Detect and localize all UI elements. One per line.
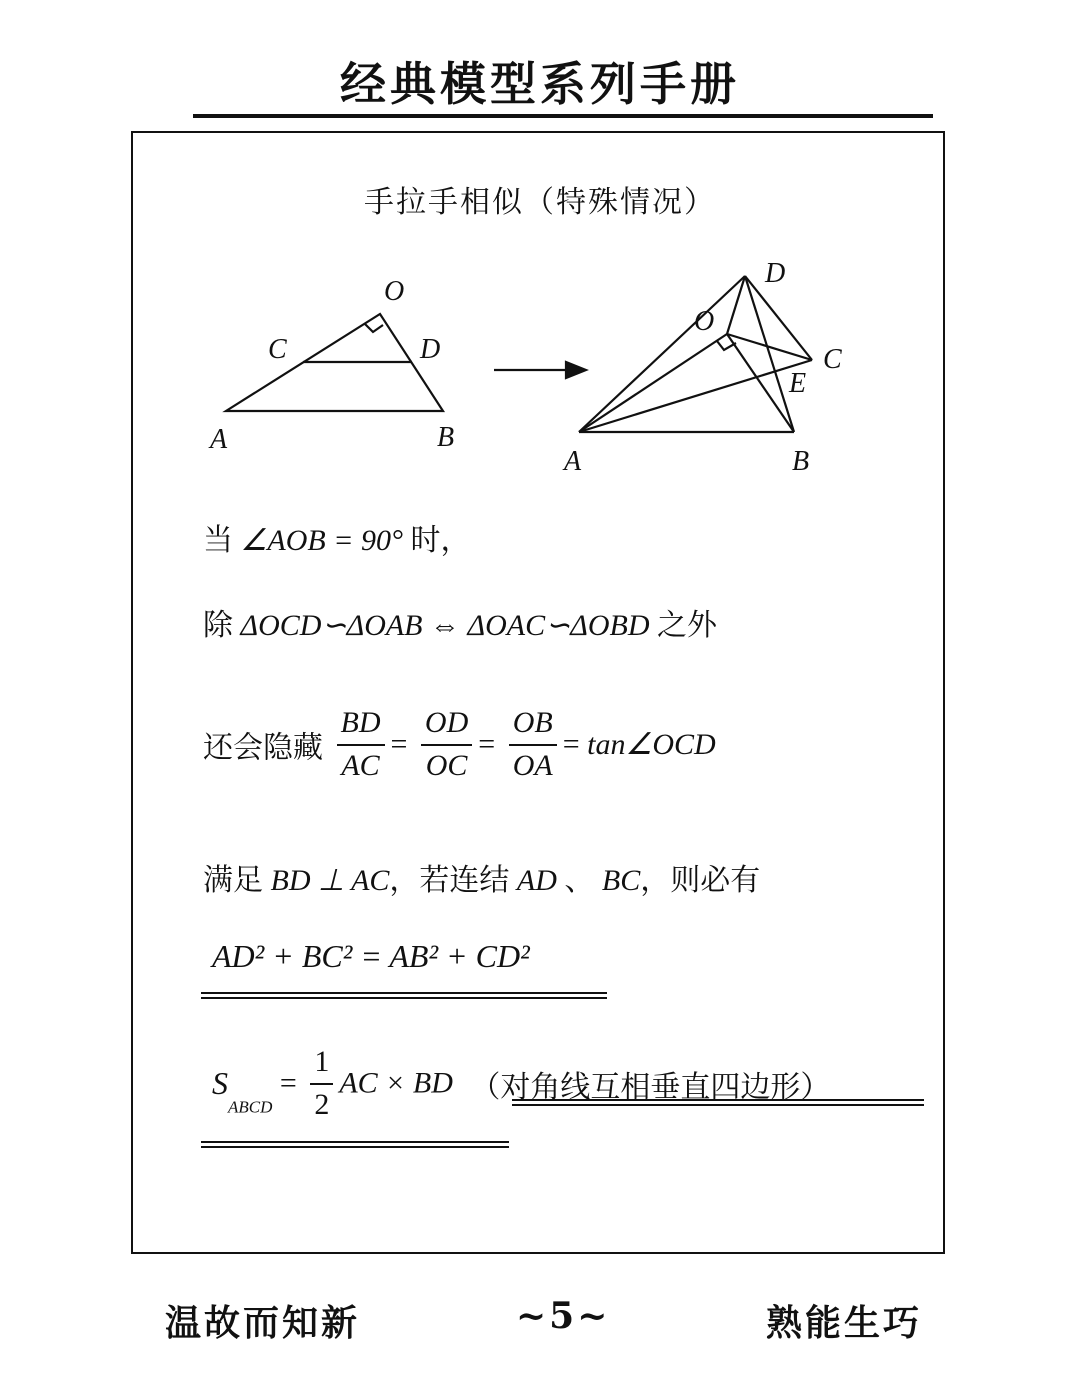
condition-line — [203, 515, 470, 559]
label-a: A — [210, 424, 228, 455]
equals-sign: = — [562, 727, 580, 761]
label-c: C — [268, 334, 287, 365]
area-note: （对角线互相垂直四边形） — [470, 1070, 831, 1104]
half-den: 2 — [314, 1087, 330, 1121]
perp-text-1: 满足 — [203, 864, 263, 897]
frac2-num: OD — [421, 703, 472, 746]
perp-text-4: ，则必有 — [640, 864, 761, 897]
perpendicular-line — [203, 855, 760, 899]
frac3-num: OB — [509, 703, 557, 746]
figure-right — [0, 0, 1080, 520]
segment-db — [745, 276, 794, 432]
similar-math: ΔOCD∽ΔOAB ⇔ ΔOAC∽ΔOBD — [240, 609, 650, 642]
footer-left: 温故而知新 — [165, 1302, 361, 1344]
label-o: O — [384, 276, 405, 307]
area-subscript: ABCD — [228, 1097, 273, 1117]
note-double-underline — [512, 1099, 924, 1106]
area-formula-line — [212, 1042, 830, 1125]
double-underline — [201, 992, 607, 999]
double-underline — [201, 1141, 509, 1148]
pythagoras-equation: AD² + BC² = AB² + CD² — [212, 938, 530, 974]
perp-math-1: BD ⊥ AC — [270, 864, 390, 897]
perp-text-3: 、 — [564, 864, 595, 897]
label-o: O — [694, 306, 715, 337]
frac1-den: AC — [341, 748, 380, 782]
fraction-one-half — [310, 1042, 333, 1125]
tan-expression: tan∠OCD — [587, 728, 716, 761]
hidden-ratio-line — [203, 703, 716, 786]
fraction-ob-oa — [509, 703, 557, 786]
perp-math-2: AD — [516, 864, 557, 897]
label-a: A — [564, 446, 582, 477]
segment-ac — [579, 360, 812, 432]
label-c: C — [823, 344, 842, 375]
area-s: S — [212, 1065, 228, 1101]
equals-sign: = — [279, 1066, 297, 1100]
frac2-den: OC — [425, 748, 468, 782]
similar-prefix: 除 — [203, 609, 233, 642]
segment-ad — [579, 276, 745, 432]
label-b: B — [792, 446, 810, 477]
condition-suffix: 时， — [410, 524, 471, 557]
label-e: E — [789, 368, 807, 399]
equals-sign: = — [478, 727, 496, 761]
label-d: D — [420, 334, 441, 365]
similar-suffix: 之外 — [657, 609, 718, 642]
equals-sign: = — [390, 727, 408, 761]
perp-text-2: ，若连结 — [389, 864, 510, 897]
frac1-num: BD — [337, 703, 385, 746]
label-d: D — [765, 258, 786, 289]
perp-math-3: BC — [601, 864, 641, 897]
section-title: 手拉手相似（特殊情况） — [364, 185, 716, 220]
similarity-line — [203, 600, 717, 644]
hidden-prefix: 还会隐藏 — [203, 731, 323, 765]
condition-prefix: 当 — [203, 524, 233, 557]
condition-math: ∠AOB = 90° — [240, 524, 403, 557]
area-rhs: AC × BD — [339, 1066, 453, 1100]
segment-ao — [579, 334, 727, 432]
frac3-den: OA — [512, 748, 553, 782]
footer-right: 熟能生巧 — [766, 1302, 923, 1344]
page-title: 经典模型系列手册 — [340, 57, 740, 111]
fraction-od-oc — [421, 703, 472, 786]
half-num: 1 — [310, 1042, 333, 1085]
fraction-bd-ac — [337, 703, 385, 786]
label-b: B — [437, 422, 455, 453]
page-number: ~5~ — [516, 1295, 611, 1337]
